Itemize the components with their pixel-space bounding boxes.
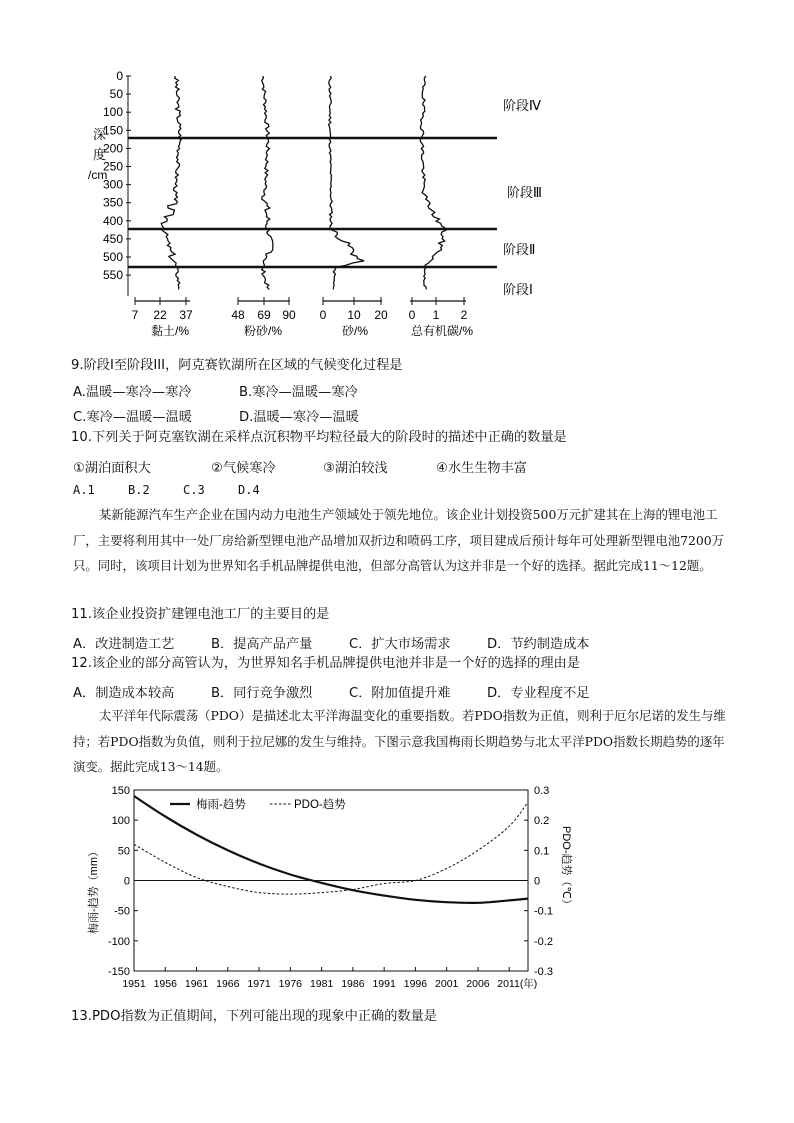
option-d: D．专业程度不足 (487, 686, 590, 701)
x-tick-label: 1991 (372, 978, 396, 990)
y-left-tick-label: 150 (111, 785, 130, 797)
y-right-tick-label: -0.3 (534, 966, 553, 978)
statement-item: ③湖泊较浅 (323, 461, 388, 476)
chart-legend (170, 797, 346, 811)
x-tick-label: 1956 (153, 978, 177, 990)
option-a: A.温暖—寒冷—寒冷 (73, 385, 192, 400)
chart-axes (108, 785, 553, 990)
panel-tick-label: 7 (131, 308, 139, 322)
depth-axis-title (88, 127, 107, 182)
depth-tick-label: 550 (102, 268, 123, 283)
option-d: D．节约制造成本 (487, 637, 590, 652)
panel-label: 黏土/% (150, 324, 190, 338)
depth-tick-label: 400 (102, 213, 123, 228)
y-axis-left-title: 梅雨-趋势（mm） (88, 846, 100, 934)
statement-item: ①湖泊面积大 (73, 461, 151, 476)
x-tick-label: 1961 (184, 978, 209, 990)
statement-item: ④水生生物丰富 (436, 461, 527, 476)
panel-tick-label: 0 (408, 308, 416, 322)
depth-tick-label: 50 (109, 87, 123, 102)
core-curves (161, 76, 446, 289)
core-profile-chart (0, 0, 794, 345)
question-10-stem: 10.下列关于阿克塞钦湖在采样点沉积物平均粒径最大的阶段时的描述中正确的数量是 (71, 430, 567, 445)
question-12-stem: 12.该企业的部分高管认为，为世界知名手机品牌提供电池并非是一个好的选择的理由是 (71, 656, 580, 671)
depth-title-char: /cm (88, 168, 108, 182)
depth-tick-label: 300 (102, 177, 123, 192)
stage-boundaries (128, 138, 497, 267)
x-tick-label: 1986 (341, 978, 365, 990)
option-c: C.3 (183, 483, 205, 497)
legend-label-pdo: PDO-趋势 (294, 799, 346, 811)
depth-tick-label: 450 (102, 231, 123, 246)
panel-tick-label: 10 (347, 308, 361, 322)
passage-pdo: 太平洋年代际震荡（PDO）是描述北太平洋海温变化的重要指数。若PDO指数为正值，则利于厄尔尼诺的发生与维持；若PDO指数为负值，则利于拉尼娜的发生与维持。下图示意我国梅雨长期趋势与北太平洋PDO指数长期趋势的逐年演变。据此完成13～14题。 (73, 708, 726, 774)
y-left-tick-label: 0 (123, 875, 130, 888)
chart-series (134, 796, 528, 903)
plot-frame (134, 790, 528, 971)
question-10-choices (73, 483, 260, 497)
x-tick-label: 1981 (309, 978, 334, 990)
y-right-tick-label: 0.3 (534, 785, 550, 797)
legend-label-meiyu: 梅雨-趋势 (196, 799, 246, 811)
question-11-choices (73, 633, 589, 652)
depth-tick-label: 200 (102, 141, 123, 156)
stage-label: 阶段Ⅰ (503, 282, 533, 297)
stage-label: 阶段Ⅱ (503, 242, 536, 257)
question-9-options-row2 (73, 406, 359, 425)
y-left-tick-label: -100 (107, 935, 130, 948)
y-left-tick-label: 50 (117, 845, 130, 858)
series-line-meiyu (134, 796, 528, 903)
question-13-stem: 13.PDO指数为正值期间，下列可能出现的现象中正确的数量是 (71, 1009, 437, 1024)
core-curve-3 (420, 76, 446, 289)
panel-label: 总有机碳/% (410, 324, 474, 338)
option-c: C.寒冷—温暖—温暖 (73, 410, 192, 425)
depth-tick-label: 250 (102, 159, 123, 174)
panel-tick-label: 0 (319, 308, 327, 322)
option-a: A.1 (73, 483, 95, 497)
stage-labels (503, 98, 542, 297)
y-right-tick-label: 0 (534, 875, 541, 888)
x-tick-label: 1996 (403, 978, 428, 990)
x-tick-label: 2011(年) (497, 978, 538, 990)
y-left-tick-label: -50 (114, 905, 130, 918)
core-curve-1 (262, 76, 273, 289)
panel-tick-label: 22 (153, 308, 167, 322)
panel-tick-label: 69 (257, 308, 271, 322)
panel-tick-label: 37 (179, 308, 193, 322)
y-right-tick-label: 0.2 (534, 815, 550, 828)
option-b: B．提高产品产量 (211, 637, 313, 652)
x-tick-label: 2001 (435, 978, 459, 990)
core-panel-axes (132, 297, 474, 338)
option-a: A．改进制造工艺 (73, 637, 175, 652)
core-curve-0 (161, 76, 181, 289)
depth-title-char: 深 (93, 127, 107, 142)
x-tick-label: 1951 (122, 978, 146, 990)
core-curve-2 (329, 76, 365, 289)
depth-title-char: 度 (93, 147, 107, 162)
option-d: D.4 (238, 483, 260, 497)
y-axis-right-title: PDO-趋势（℃） (560, 826, 572, 910)
series-line-pdo (134, 802, 528, 894)
depth-tick-label: 100 (102, 105, 123, 120)
x-tick-label: 2006 (466, 978, 490, 990)
y-right-tick-label: -0.2 (534, 935, 553, 948)
option-a: A．制造成本较高 (73, 686, 175, 701)
option-d: D.温暖—寒冷—温暖 (239, 410, 359, 425)
option-c: C．扩大市场需求 (349, 637, 451, 652)
depth-tick-label: 350 (102, 195, 123, 210)
depth-axis (103, 69, 131, 296)
option-b: B.2 (128, 483, 150, 497)
panel-label: 粉砂/% (243, 324, 283, 338)
question-12-choices (73, 682, 589, 701)
option-b: B.寒冷—温暖—寒冷 (239, 385, 358, 400)
panel-tick-label: 48 (231, 308, 245, 322)
depth-tick-label: 0 (116, 69, 123, 83)
x-tick-label: 1971 (247, 978, 271, 990)
statement-item: ②气候寒冷 (211, 461, 276, 476)
y-left-tick-label: 100 (111, 815, 130, 828)
panel-tick-label: 20 (374, 308, 388, 322)
y-right-tick-label: 0.1 (534, 845, 550, 858)
question-9-options-row1 (73, 381, 358, 400)
question-10-items (73, 457, 527, 476)
depth-tick-label: 150 (102, 123, 123, 138)
panel-tick-label: 1 (432, 308, 440, 322)
x-tick-label: 1966 (216, 978, 240, 990)
stage-label: 阶段Ⅳ (503, 98, 541, 113)
depth-tick-label: 500 (102, 250, 123, 264)
x-tick-label: 1976 (278, 978, 303, 990)
y-left-tick-label: -150 (107, 966, 130, 978)
panel-label: 砂/% (341, 324, 369, 338)
passage-battery: 某新能源汽车生产企业在国内动力电池生产领域处于领先地位。该企业计划投资500万元扩建其在上海的锂电池工厂，主要将利用其中一处厂房给新型锂电池产品增加双折边和喷码工序，项目建成后预计每年可处理新型锂电池7200万只。同时，该项目计划为世界知名手机品牌提供电池，但部分高管认为这并非是一个好的选择。据此完成11～12题。 (73, 507, 725, 573)
y-right-tick-label: -0.1 (534, 905, 553, 918)
panel-tick-label: 2 (460, 308, 468, 322)
panel-tick-label: 90 (282, 308, 296, 322)
stage-label: 阶段Ⅲ (507, 185, 542, 200)
question-9-stem: 9.阶段Ⅰ至阶段III，阿克赛钦湖所在区域的气候变化过程是 (71, 358, 403, 373)
option-c: C．附加值提升难 (349, 686, 451, 701)
question-11-stem: 11.该企业投资扩建锂电池工厂的主要目的是 (71, 607, 330, 622)
option-b: B．同行竞争激烈 (211, 686, 313, 701)
